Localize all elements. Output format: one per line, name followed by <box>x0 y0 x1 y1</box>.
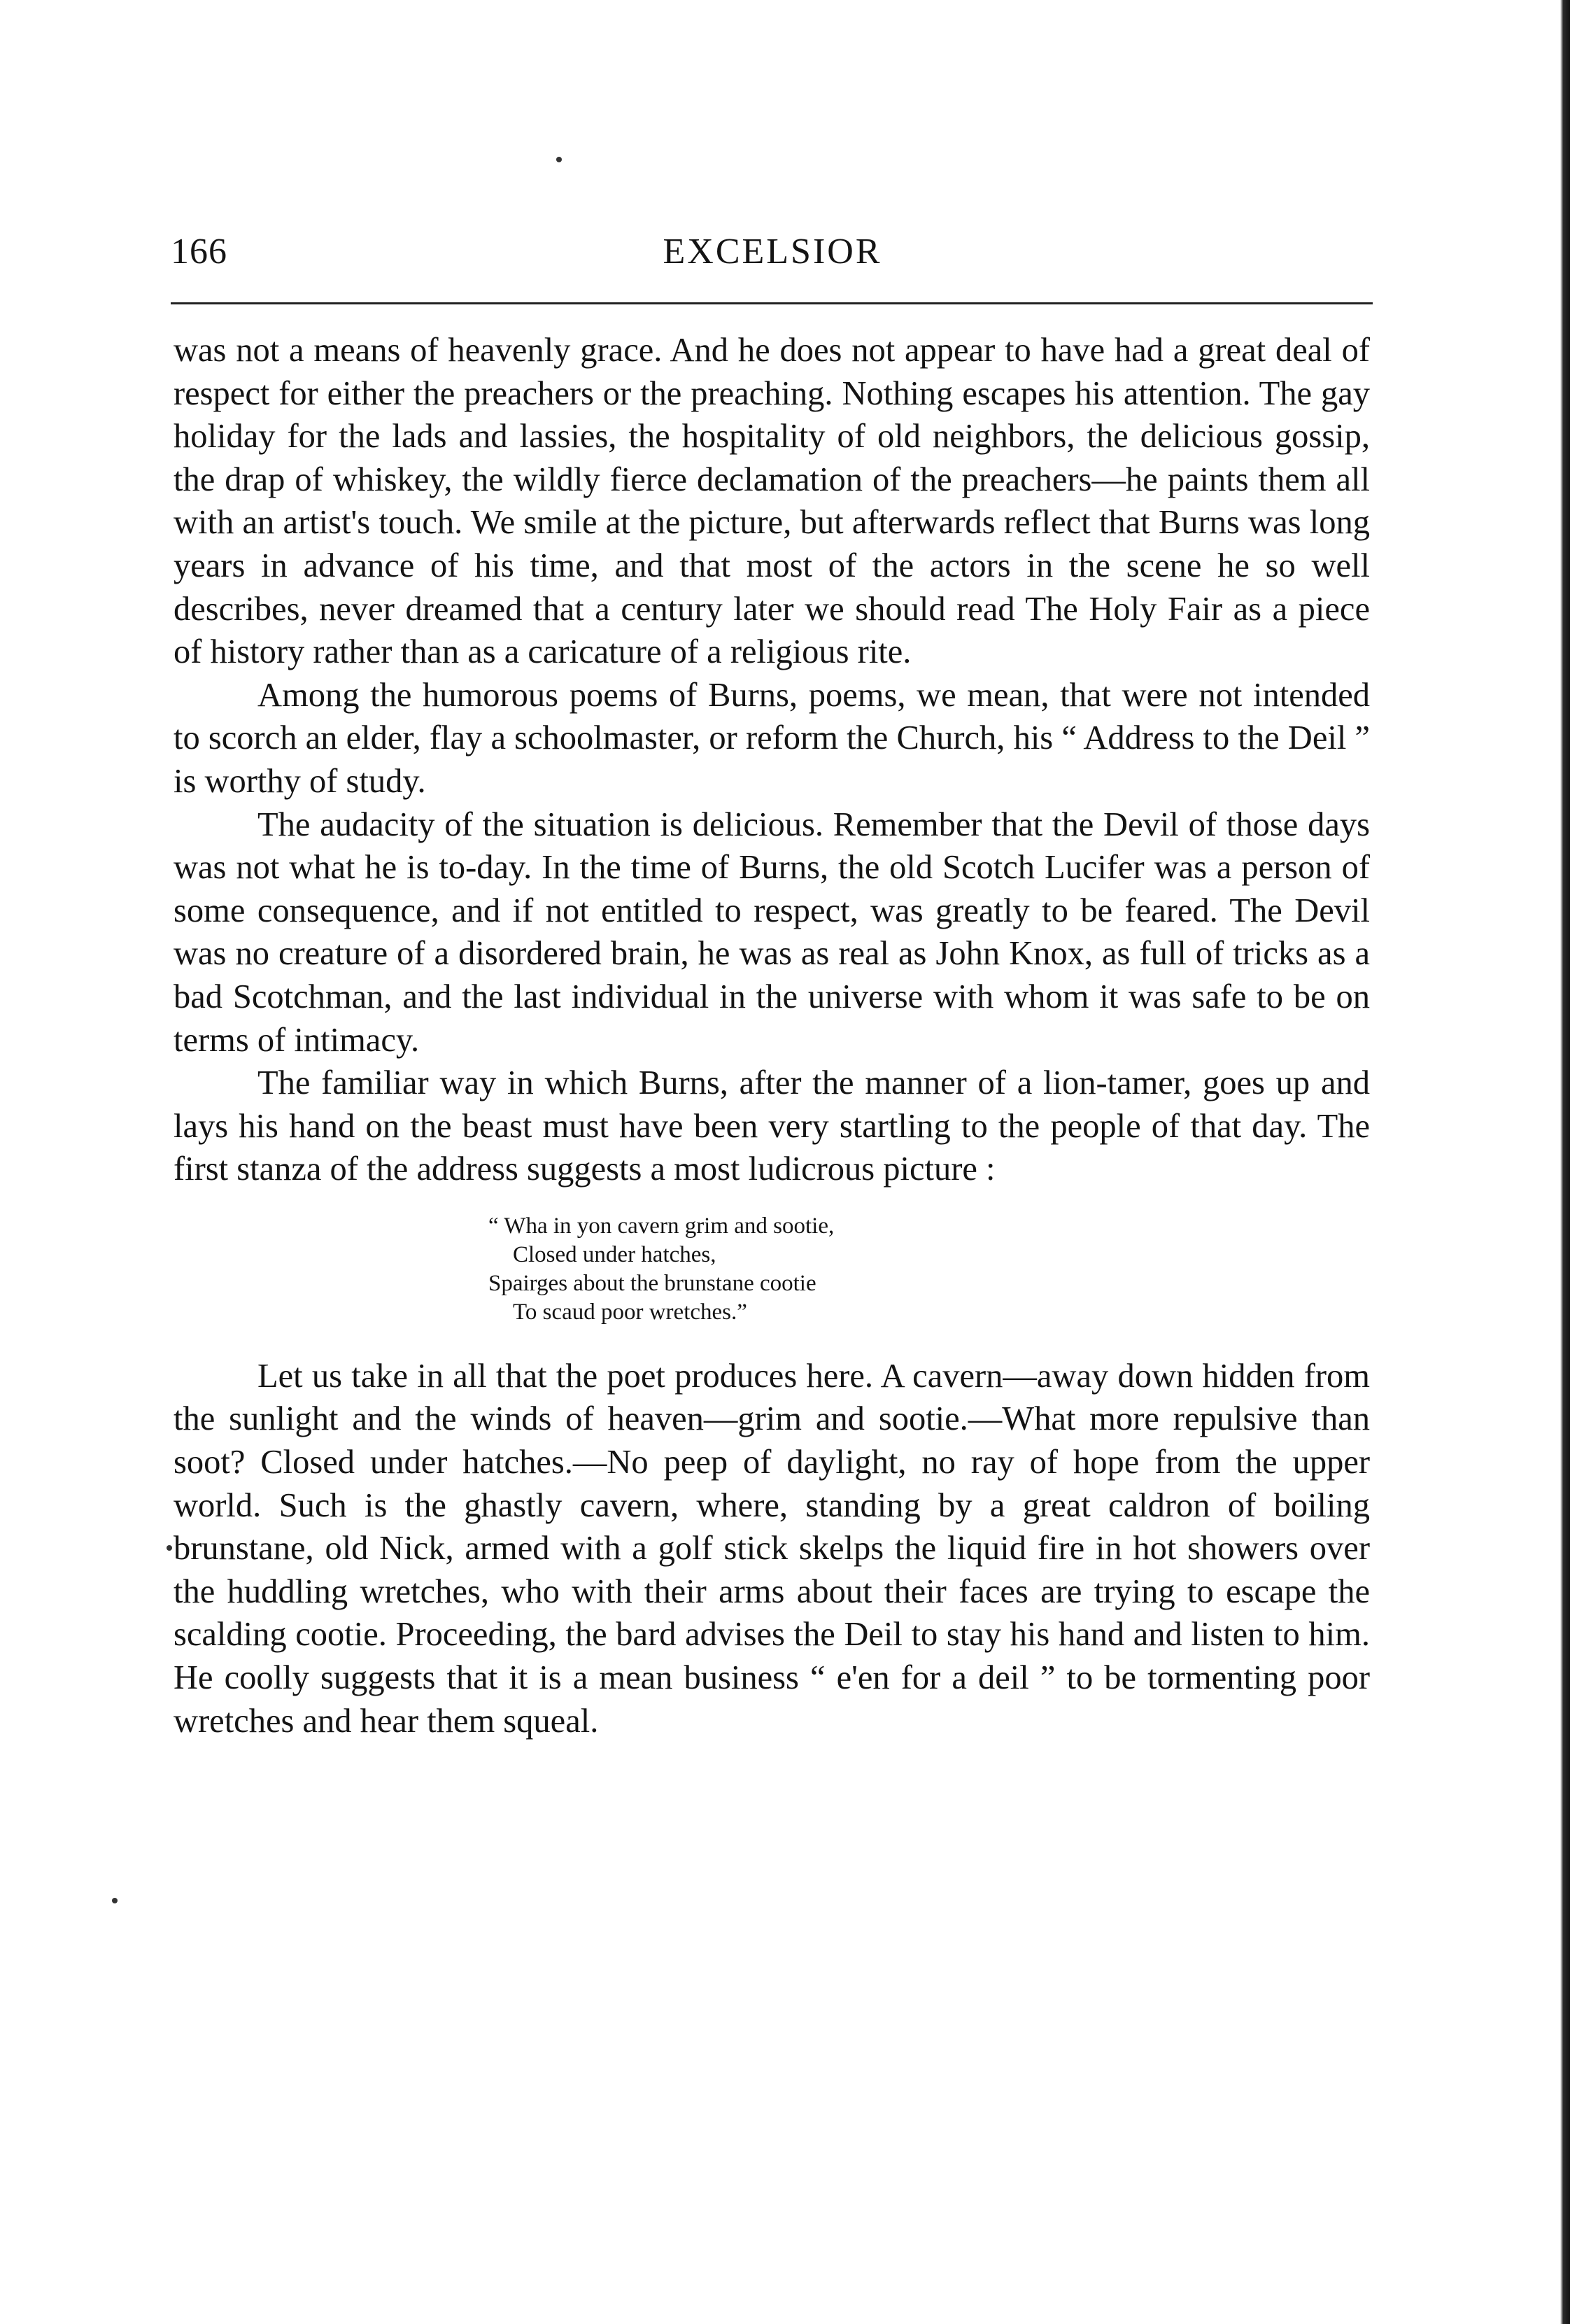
print-speck <box>556 157 562 162</box>
paragraph: The audacity of the situation is delicious. Remember that the Devil of those days was not what he is to-day. In the time of Burns, the old Scotch Lucifer was a person of some consequence, and if not entitled to respect, was greatly to be feared. The Devil was no creature of a disordered brain, he was as real as John Knox, as full of tricks as a bad Scotchman, and the last individual in the universe with whom it was safe to be on terms of intimacy. <box>174 805 1370 1059</box>
print-speck <box>167 1545 172 1551</box>
poem-line: To scaud poor wretches.” <box>513 1299 747 1325</box>
page-edge-shadow <box>1560 0 1570 2324</box>
paragraph: Among the humorous poems of Burns, poems, we mean, that were not intended to scorch an elder, flay a schoolmaster, or reform the Church, his “ Address to the Deil ” is worthy of study. <box>174 676 1370 800</box>
poem-stanza <box>174 1212 1370 1327</box>
running-title: EXCELSIOR <box>663 232 882 272</box>
page-number: 166 <box>171 232 227 272</box>
page-header <box>171 231 1360 280</box>
poem-line: Spairges about the brunstane cootie <box>488 1270 816 1296</box>
poem-line: “ Wha in yon cavern grim and sootie, <box>488 1213 835 1239</box>
paragraph: Let us take in all that the poet produces here. A cavern—away down hidden from the sunlight and the winds of heaven—grim and sootie.—What more repulsive than soot? Closed under hatches.—No peep of daylight, no ray of hope from the upper world. Such is the ghastly cavern, where, standing by a great caldron of boiling brunstane, old Nick, armed with a golf stick skelps the liquid fire in hot showers over the huddling wretches, who with their arms about their faces are trying to escape the scalding cootie. Proceeding, the bard advises the Deil to stay his hand and listen to him. He coolly suggests that it is a mean business “ e'en for a deil ” to be tormenting poor wretches and hear them squeal. <box>174 1357 1370 1740</box>
print-speck <box>112 1898 118 1903</box>
body-text <box>174 329 1370 1742</box>
header-rule <box>171 302 1373 304</box>
poem-line: Closed under hatches, <box>513 1241 716 1267</box>
paragraph: The familiar way in which Burns, after the manner of a lion-tamer, goes up and lays his hand on the beast must have been very startling to the people of that day. The first stanza of the address suggests a most ludicrous picture : <box>174 1064 1370 1188</box>
paragraph: was not a means of heavenly grace. And he does not appear to have had a great deal of respect for either the preachers or the preaching. Nothing escapes his attention. The gay holiday for the lads and lassies, the hospitality of old neighbors, the delicious gossip, the drap of whiskey, the wildly fierce declamation of the preachers—he paints them all with an artist's touch. We smile at the picture, but afterwards reflect that Burns was long years in advance of his time, and that most of the actors in the scene he so well describes, never dreamed that a century later we should read The Holy Fair as a piece of history rather than as a caricature of a religious rite. <box>174 332 1370 671</box>
